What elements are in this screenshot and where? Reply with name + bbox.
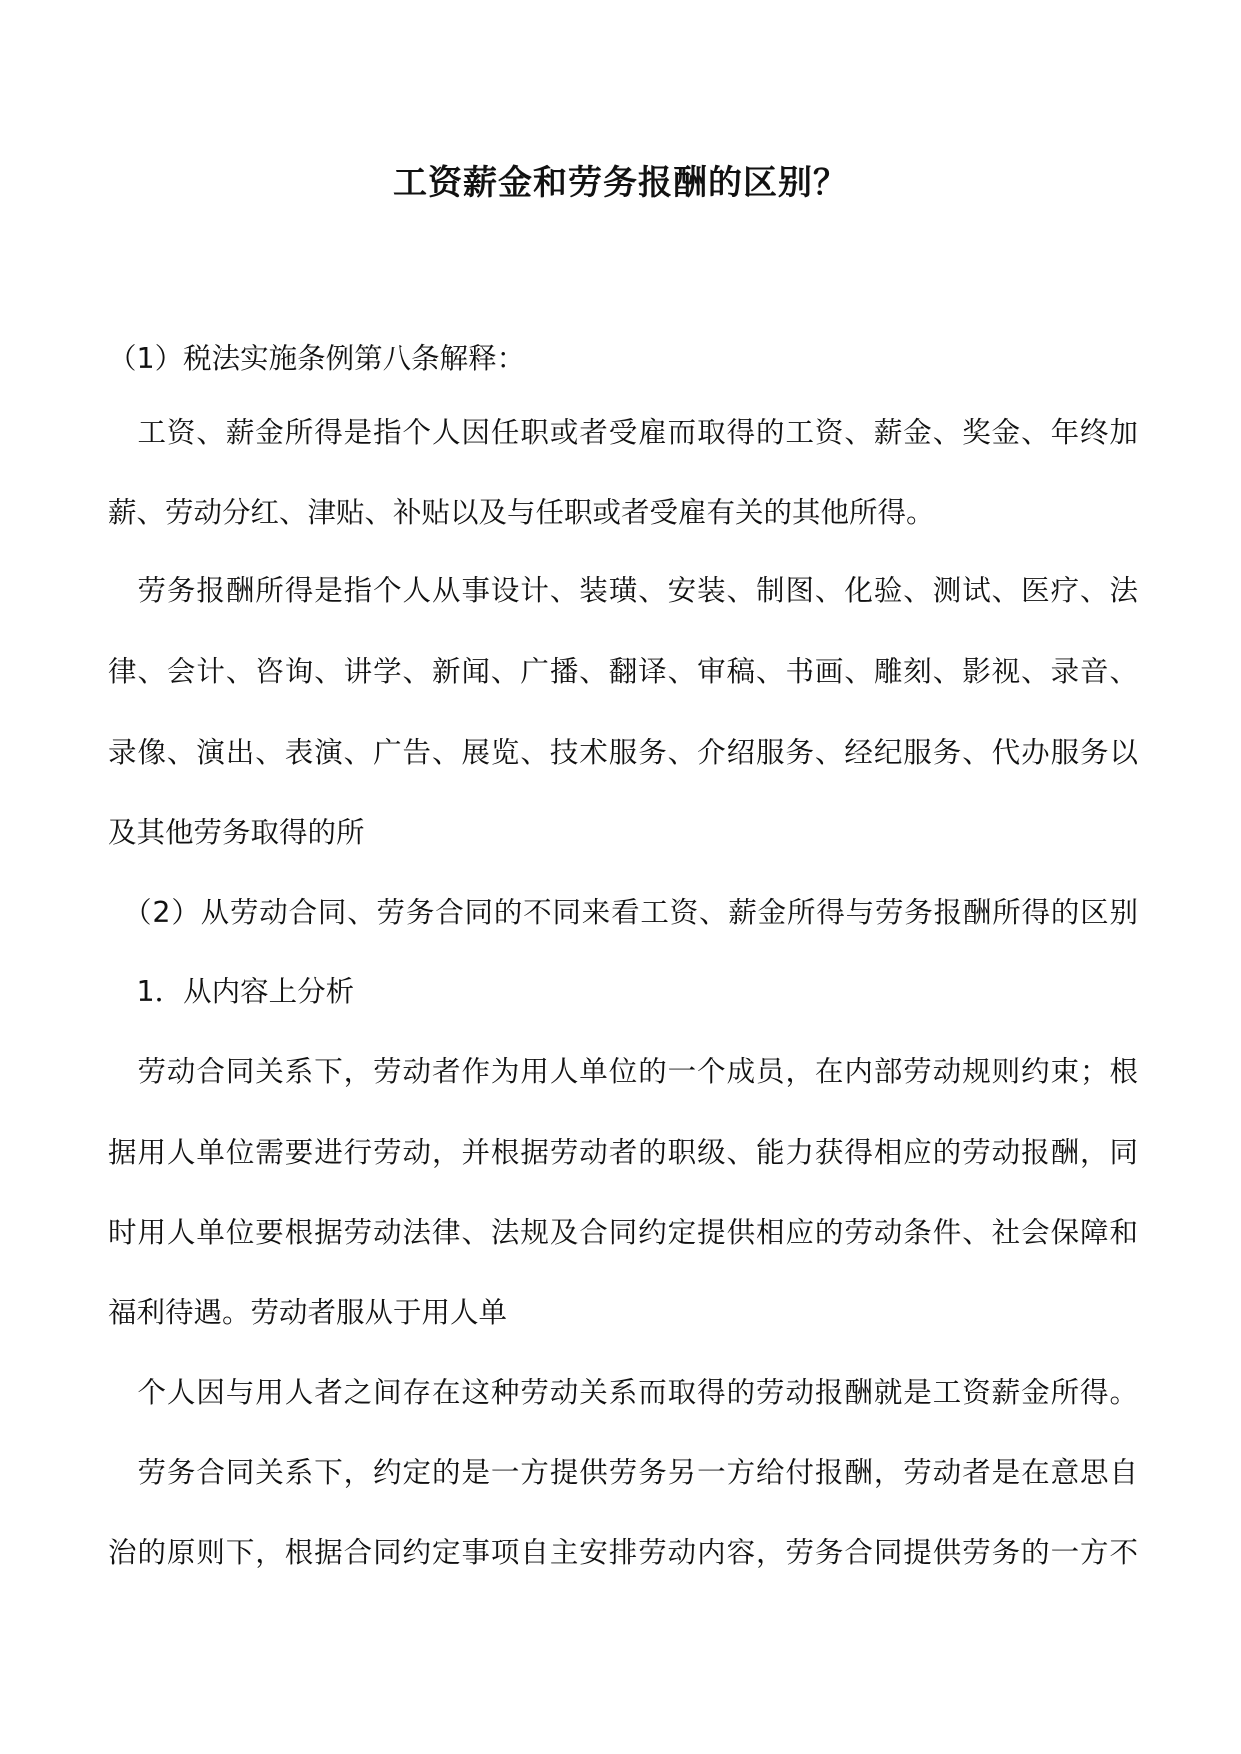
paragraph-line: 个人因与用人者之间存在这种劳动关系而取得的劳动报酬就是工资薪金所得。	[108, 1376, 1138, 1409]
paragraph-line: 及其他劳务取得的所	[108, 816, 365, 849]
paragraph-line: 录像、演出、表演、广告、展览、技术服务、介绍服务、经纪服务、代办服务以	[108, 736, 1138, 769]
paragraph-line: 薪、劳动分红、津贴、补贴以及与任职或者受雇有关的其他所得。	[108, 496, 935, 529]
document-title: 工资薪金和劳务报酬的区别？	[393, 163, 848, 203]
paragraph-line: 劳动合同关系下，劳动者作为用人单位的一个成员，在内部劳动规则约束；根	[108, 1055, 1138, 1088]
paragraph-line: （2）从劳动合同、劳务合同的不同来看工资、薪金所得与劳务报酬所得的区别	[108, 896, 1138, 929]
paragraph-line: （1）税法实施条例第八条解释：	[108, 342, 526, 375]
paragraph-line: 劳务合同关系下，约定的是一方提供劳务另一方给付报酬，劳动者是在意思自	[108, 1456, 1138, 1489]
paragraph-line: 1．从内容上分析	[108, 975, 355, 1008]
paragraph-line: 治的原则下，根据合同约定事项自主安排劳动内容，劳务合同提供劳务的一方不	[108, 1536, 1138, 1569]
paragraph-line: 时用人单位要根据劳动法律、法规及合同约定提供相应的劳动条件、社会保障和	[108, 1216, 1138, 1249]
paragraph-line: 劳务报酬所得是指个人从事设计、装璜、安装、制图、化验、测试、医疗、法	[108, 574, 1138, 607]
paragraph-line: 工资、薪金所得是指个人因任职或者受雇而取得的工资、薪金、奖金、年终加	[108, 416, 1138, 449]
paragraph-line: 福利待遇。劳动者服从于用人单	[108, 1296, 508, 1329]
paragraph-line: 据用人单位需要进行劳动，并根据劳动者的职级、能力获得相应的劳动报酬，同	[108, 1136, 1138, 1169]
paragraph-line: 律、会计、咨询、讲学、新闻、广播、翻译、审稿、书画、雕刻、影视、录音、	[108, 655, 1138, 688]
